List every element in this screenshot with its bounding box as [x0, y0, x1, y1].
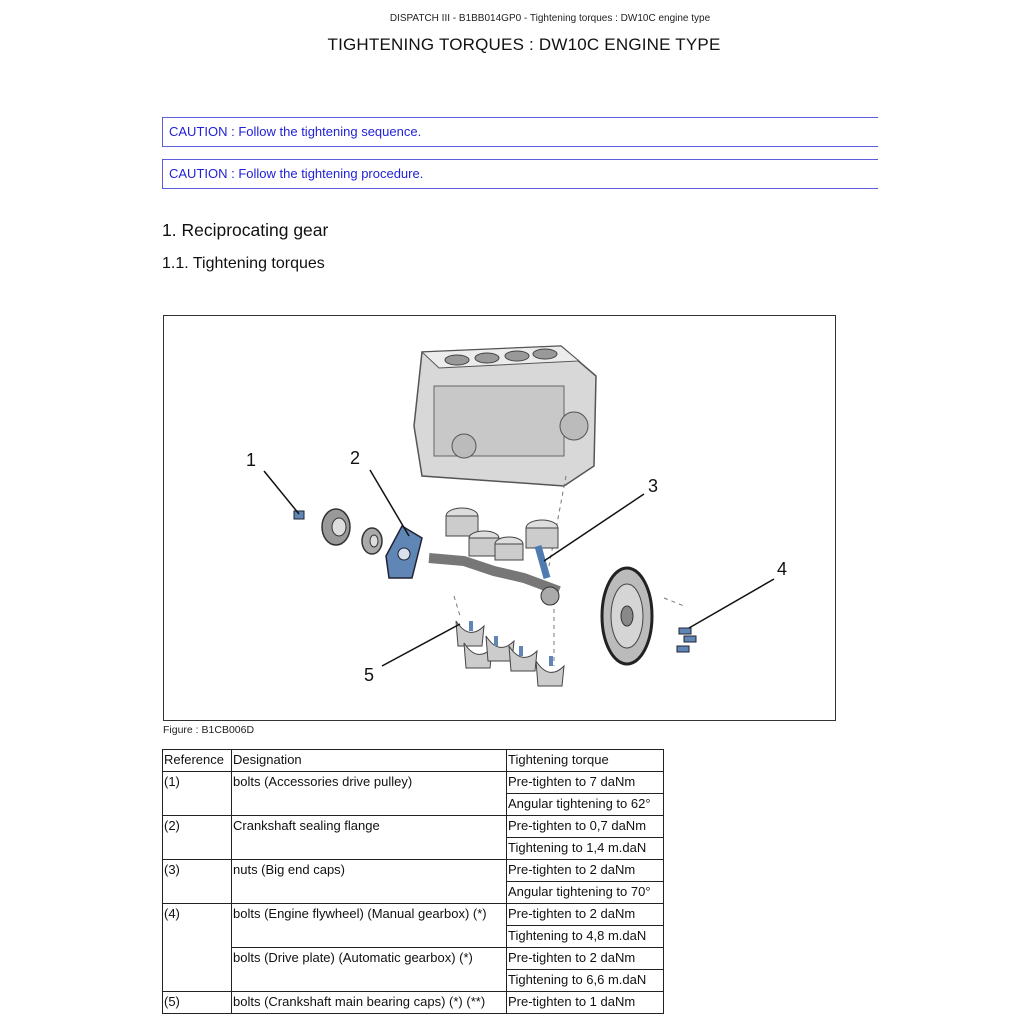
table-row	[163, 860, 664, 882]
cell-torque: Angular tightening to 62°	[507, 794, 664, 816]
caution-banner-sequence: CAUTION : Follow the tightening sequence.	[162, 117, 878, 147]
table-row	[163, 816, 664, 838]
crankshaft-illustration	[429, 508, 559, 605]
table-header-row	[163, 750, 664, 772]
cell-torque: Pre-tighten to 2 daNm	[507, 948, 664, 970]
page-title: TIGHTENING TORQUES : DW10C ENGINE TYPE	[327, 35, 721, 54]
flywheel-illustration	[602, 568, 652, 664]
cell-designation: bolts (Crankshaft main bearing caps) (*) (**)	[232, 992, 507, 1014]
column-header-reference: Reference	[163, 750, 232, 772]
cell-torque: Pre-tighten to 7 daNm	[507, 772, 664, 794]
cell-reference: (2)	[163, 816, 232, 860]
sealing-flange-illustration	[386, 526, 422, 578]
cell-reference: (3)	[163, 860, 232, 904]
flywheel-bolts-illustration	[677, 628, 696, 652]
cell-designation: Crankshaft sealing flange	[232, 816, 507, 860]
cell-torque: Tightening to 6,6 m.daN	[507, 970, 664, 992]
engine-exploded-diagram	[164, 316, 837, 722]
callout-1: 1	[246, 450, 257, 470]
column-header-designation: Designation	[232, 750, 507, 772]
section-heading: 1. Reciprocating gear	[162, 220, 329, 240]
main-bearing-caps-illustration	[456, 621, 564, 686]
cell-torque: Pre-tighten to 1 daNm	[507, 992, 664, 1014]
document-breadcrumb: DISPATCH III - B1BB014GP0 - Tightening torques : DW10C engine type	[389, 13, 711, 24]
cell-designation: nuts (Big end caps)	[232, 860, 507, 904]
caution-banner-procedure: CAUTION : Follow the tightening procedure.	[162, 159, 878, 189]
cell-designation: bolts (Engine flywheel) (Manual gearbox) (*)	[232, 904, 507, 948]
cell-torque: Pre-tighten to 2 daNm	[507, 860, 664, 882]
cell-reference: (5)	[163, 992, 232, 1014]
callout-5: 5	[364, 665, 375, 685]
engine-block-illustration	[414, 346, 596, 486]
subsection-heading: 1.1. Tightening torques	[162, 255, 325, 272]
cell-reference: (1)	[163, 772, 232, 816]
cell-torque: Tightening to 1,4 m.daN	[507, 838, 664, 860]
column-header-torque: Tightening torque	[507, 750, 664, 772]
cell-designation: bolts (Accessories drive pulley)	[232, 772, 507, 816]
table-row	[163, 948, 664, 970]
torque-table	[162, 749, 664, 1014]
cell-torque: Pre-tighten to 2 daNm	[507, 904, 664, 926]
callout-3: 3	[648, 476, 659, 496]
cell-designation: bolts (Drive plate) (Automatic gearbox) (*)	[232, 948, 507, 992]
engine-figure	[163, 315, 836, 721]
bolt-1-illustration	[294, 511, 304, 519]
pulley-illustration	[322, 509, 382, 554]
figure-caption: Figure : B1CB006D	[163, 724, 255, 736]
cell-torque: Angular tightening to 70°	[507, 882, 664, 904]
table-row	[163, 904, 664, 926]
cell-reference: (4)	[163, 904, 232, 992]
table-row	[163, 772, 664, 794]
cell-torque: Pre-tighten to 0,7 daNm	[507, 816, 664, 838]
cell-torque: Tightening to 4,8 m.daN	[507, 926, 664, 948]
callout-2: 2	[350, 448, 361, 468]
callout-4: 4	[777, 559, 788, 579]
table-row	[163, 992, 664, 1014]
